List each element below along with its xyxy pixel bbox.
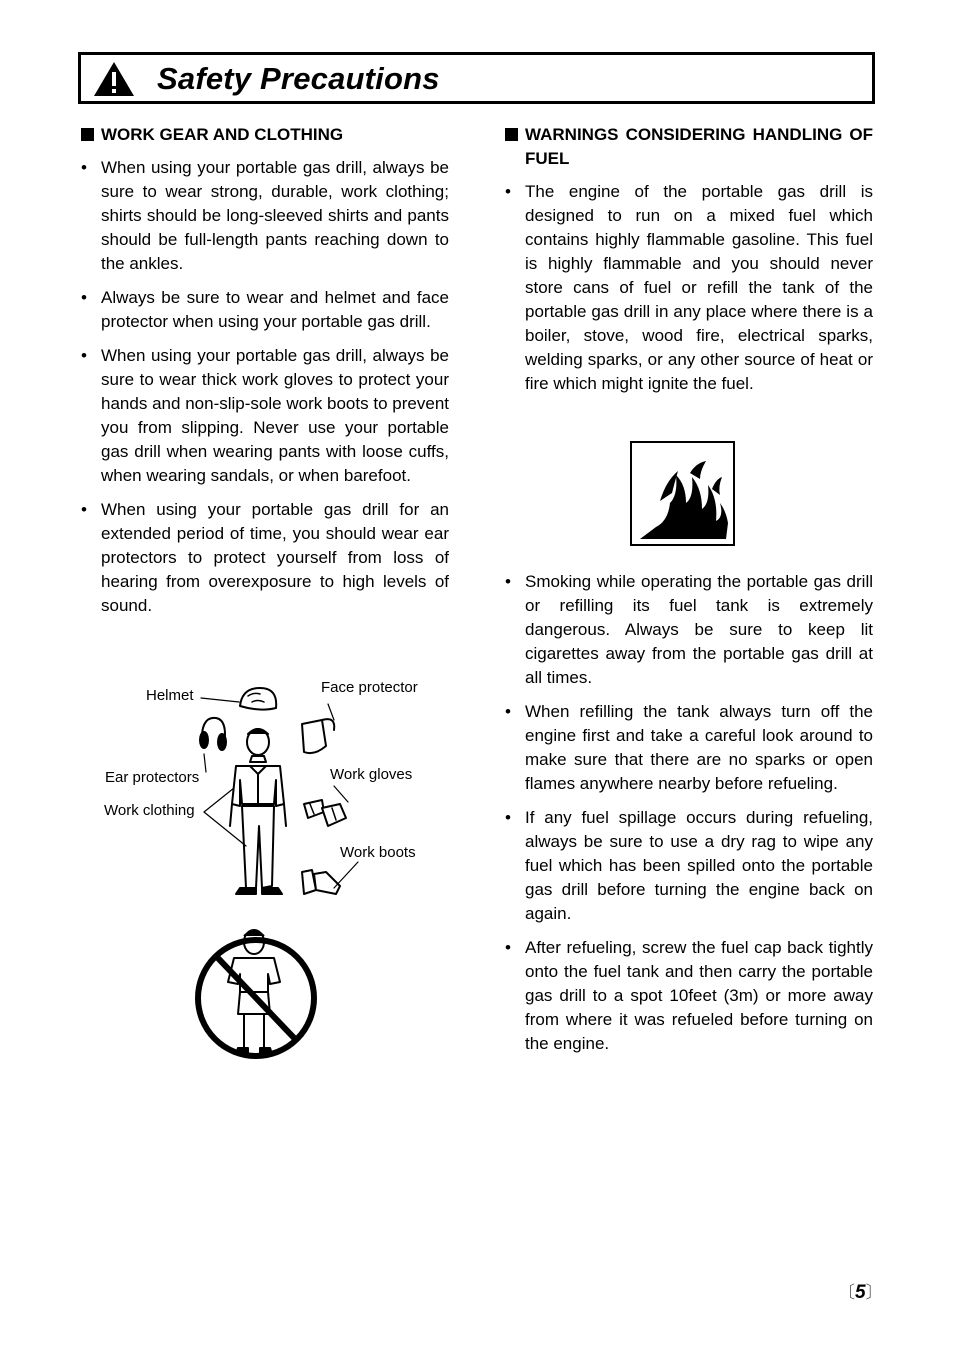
list-item: • When using your portable gas drill for an extended period of time, you should wear ear protectors to protect yourself from loss of hearing from overexposure to high levels of sound. (81, 500, 449, 615)
worker-with-gear-illustration (100, 676, 440, 906)
page-title: Safety Precautions (157, 61, 440, 96)
fuel-handling-section (505, 123, 873, 406)
list-item: • After refueling, screw the fuel cap back tightly onto the fuel tank and then carry the portable gas drill to a spot 10feet (3m) or more away from where it was refueled before turning on the engine. (505, 938, 873, 1053)
fire-icon (630, 441, 735, 546)
label-helmet: Helmet (146, 687, 194, 704)
work-gear-section (81, 123, 449, 628)
section-heading: WARNINGS CONSIDERING HANDLING OF FUEL (505, 123, 873, 171)
square-bullet-icon (505, 128, 518, 141)
list-item: • When using your portable gas drill, always be sure to wear strong, durable, work clothing; shirts should be long-sleeved shirts and pants should be full-length pants reaching down to the ankles. (81, 158, 449, 273)
fuel-handling-section-continued (505, 570, 873, 1066)
label-face-protector: Face protector (321, 679, 418, 696)
prohibited-clothing-figure (194, 922, 320, 1062)
list-item: • The engine of the portable gas drill is designed to run on a mixed fuel which contains highly flammable gasoline. This fuel is highly flammable and you should never store cans of fuel or refill the tank of the portable gas drill in any place where there is a boiler, stove, wood fire, electrical sparks, welding sparks, or any other source of heat or fire which might ignite the fuel. (505, 182, 873, 393)
warning-triangle-icon (92, 60, 136, 98)
label-work-gloves: Work gloves (330, 766, 413, 783)
title-banner (78, 52, 875, 104)
list-item: • When refilling the tank always turn off the engine first and take a careful look around to make sure that there are no sparks or open flames anywhere nearby before refueling. (505, 702, 873, 793)
label-ear-protectors: Ear protectors (105, 769, 200, 786)
page-number: 〔5〕 (838, 1282, 883, 1303)
label-work-clothing: Work clothing (104, 802, 195, 819)
list-item: • Always be sure to wear and helmet and face protector when using your portable gas drill. (81, 288, 449, 331)
label-work-boots: Work boots (340, 844, 416, 861)
list-item: • When using your portable gas drill, always be sure to wear thick work gloves to protect your hands and non-slip-sole work boots to prevent you from slipping. Never use your portable gas drill when wearing pants with loose cuffs, when wearing sandals, or when barefoot. (81, 346, 449, 485)
fire-hazard-figure (630, 441, 735, 546)
no-loose-clothing-icon (194, 922, 320, 1062)
work-gear-figure (100, 676, 440, 906)
list-item: • If any fuel spillage occurs during refueling, always be sure to use a dry rag to wipe any fuel which has been spilled onto the portable gas drill before turning the engine back on again. (505, 808, 873, 923)
list-item: • Smoking while operating the portable gas drill or refilling its fuel tank is extremely dangerous. Always be sure to keep lit cigarettes away from the portable gas drill at all times. (505, 572, 873, 687)
square-bullet-icon (81, 128, 94, 141)
section-heading: WORK GEAR AND CLOTHING (81, 123, 449, 147)
